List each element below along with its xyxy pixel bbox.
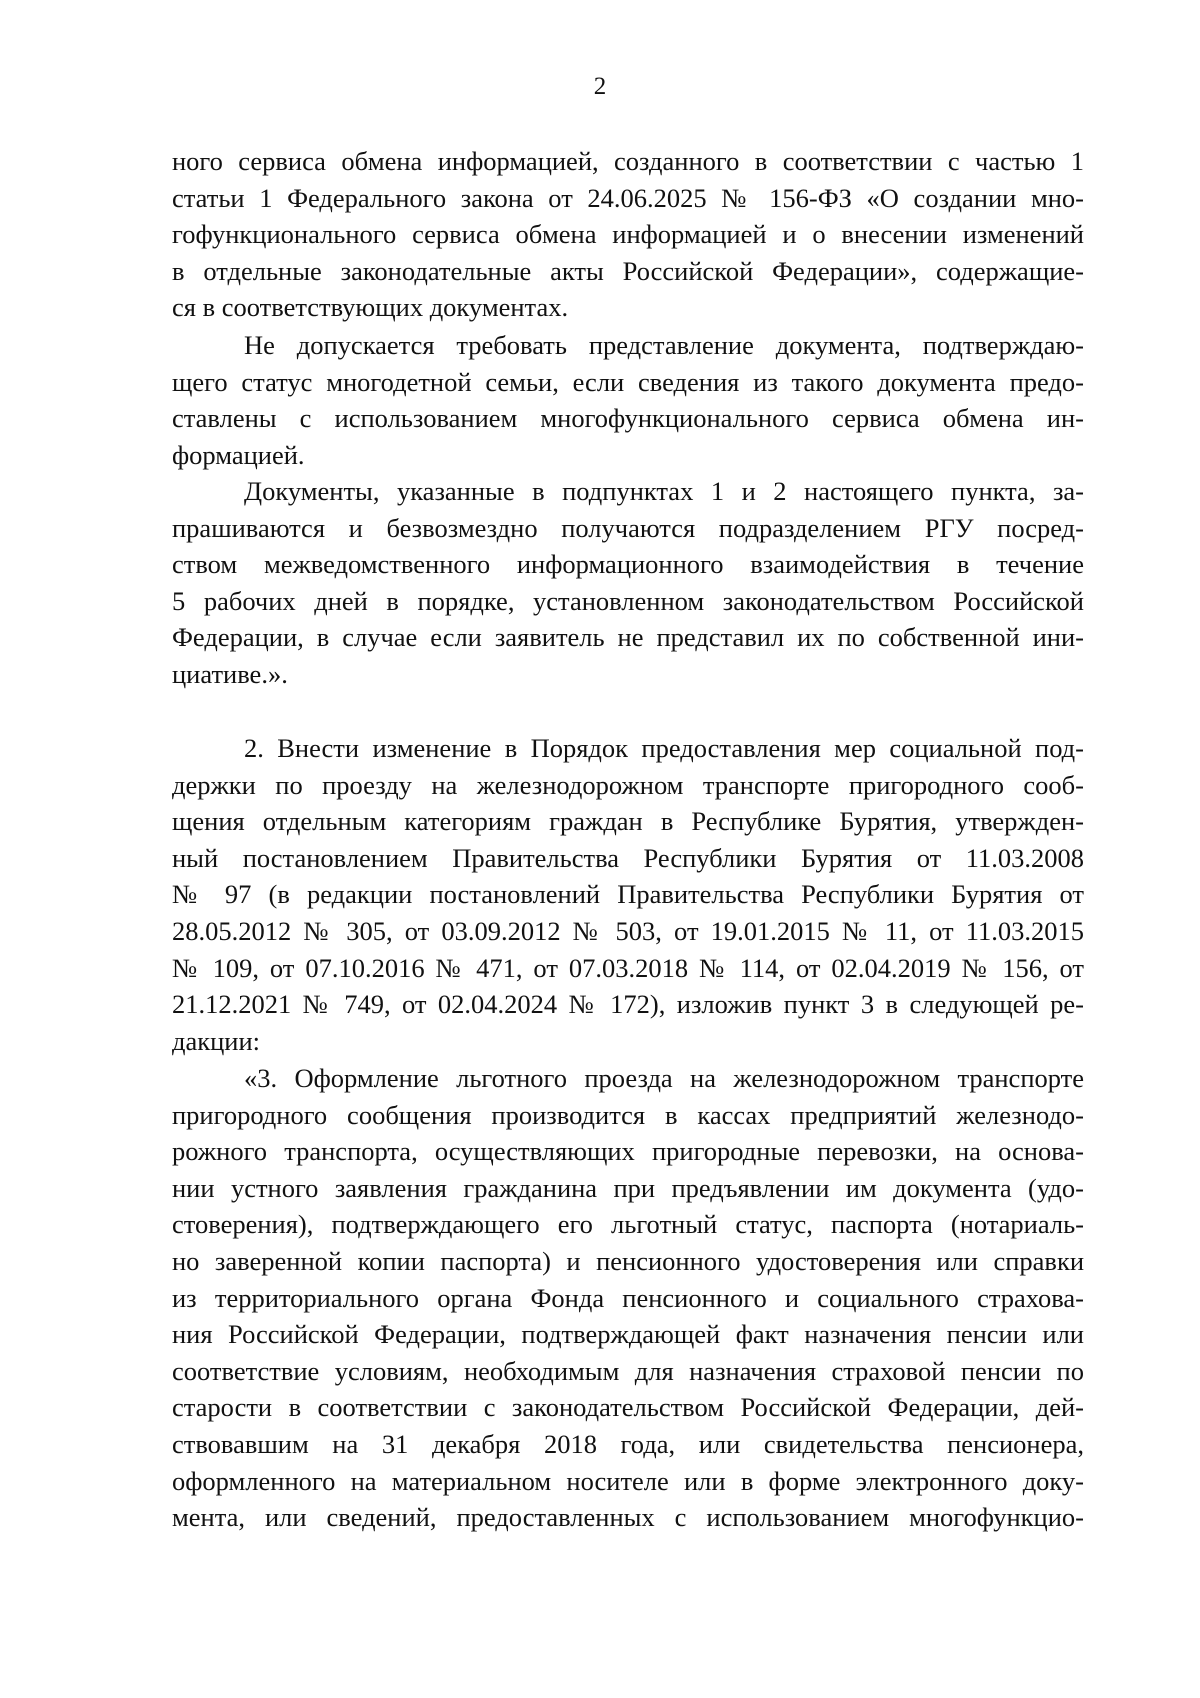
text-line: 28.05.2012 № 305, от 03.09.2012 № 503, от 19.01.2015 № 11, от 11.03.2015: [172, 915, 1084, 946]
text-line: прашиваются и безвозмездно получаются подразделением РГУ посред-: [172, 512, 1084, 543]
text-line: № 109, от 07.10.2016 № 471, от 07.03.2018 № 114, от 02.04.2019 № 156, от: [172, 952, 1084, 983]
text-line: 2. Внести изменение в Порядок предоставления мер социальной под-: [244, 733, 1084, 763]
text-line: формацией.: [172, 439, 305, 470]
text-line: ного сервиса обмена информацией, созданного в соответствии с частью 1: [172, 146, 1084, 176]
paragraph-continuation: [172, 143, 1084, 326]
paragraph-item-2: [172, 730, 1084, 1059]
text-line: соответствие условиям, необходимым для назначения страховой пенсии по: [172, 1355, 1084, 1386]
text-line: но заверенной копии паспорта) и пенсионного удостоверения или справки: [172, 1245, 1084, 1276]
text-line: «3. Оформление льготного проезда на железнодорожном транспорте: [244, 1063, 1084, 1093]
text-line: 5 рабочих дней в порядке, установленном законодательством Российской: [172, 585, 1084, 616]
text-line: ный постановлением Правительства Республики Бурятия от 11.03.2008: [172, 842, 1084, 873]
text-line: № 97 (в редакции постановлений Правительства Республики Бурятия от: [172, 879, 1084, 910]
text-line: Федерации, в случае если заявитель не представил их по собственной ини-: [172, 622, 1084, 653]
text-line: дакции:: [172, 1025, 261, 1056]
text-line: рожного транспорта, осуществляющих пригородные перевозки, на основа-: [172, 1136, 1084, 1167]
text-line: нии устного заявления гражданина при предъявлении им документа (удо-: [172, 1172, 1084, 1203]
text-line: в отдельные законодательные акты Российской Федерации», содержащие-: [172, 255, 1084, 286]
text-line: держки по проезду на железнодорожном транспорте пригородного сооб-: [172, 769, 1084, 800]
text-line: ния Российской Федерации, подтверждающей факт назначения пенсии или: [172, 1319, 1084, 1350]
text-line: ставлены с использованием многофункционального сервиса обмена ин-: [172, 403, 1084, 434]
text-line: оформленного на материальном носителе или в форме электронного доку-: [172, 1465, 1084, 1496]
text-line: статьи 1 Федерального закона от 24.06.2025 № 156-ФЗ «О создании мно-: [172, 182, 1084, 213]
text-line: из территориального органа Фонда пенсионного и социального страхова-: [172, 1282, 1084, 1313]
text-line: гофункционального сервиса обмена информацией и о внесении изменений: [172, 219, 1084, 250]
text-line: ством межведомственного информационного взаимодействия в течение: [172, 549, 1084, 580]
paragraph-quoted-item-3: [172, 1060, 1084, 1536]
text-line: щения отдельным категориям граждан в Республике Бурятия, утвержден-: [172, 806, 1084, 837]
text-line: ся в соответствующих документах.: [172, 292, 569, 323]
text-line: Документы, указанные в подпунктах 1 и 2 настоящего пункта, за-: [244, 476, 1084, 506]
paragraph-documents-request: [172, 473, 1084, 693]
text-line: стоверения), подтверждающего его льготный статус, паспорта (нотариаль-: [172, 1209, 1084, 1240]
text-line: пригородного сообщения производится в кассах предприятий железнодо-: [172, 1099, 1084, 1130]
text-line: Не допускается требовать представление документа, подтверждаю-: [244, 330, 1084, 360]
page-number: 2: [593, 73, 607, 100]
text-line: циативе.».: [172, 658, 288, 689]
text-line: 21.12.2021 № 749, от 02.04.2024 № 172), изложив пункт 3 в следующей ре-: [172, 989, 1084, 1020]
text-line: мента, или сведений, предоставленных с использованием многофункцио-: [172, 1502, 1084, 1533]
text-line: ствовавшим на 31 декабря 2018 года, или свидетельства пенсионера,: [172, 1428, 1084, 1459]
text-line: щего статус многодетной семьи, если сведения из такого документа предо-: [172, 366, 1084, 397]
paragraph-multichild-status: [172, 327, 1084, 473]
text-line: старости в соответствии с законодательством Российской Федерации, дей-: [172, 1392, 1084, 1423]
